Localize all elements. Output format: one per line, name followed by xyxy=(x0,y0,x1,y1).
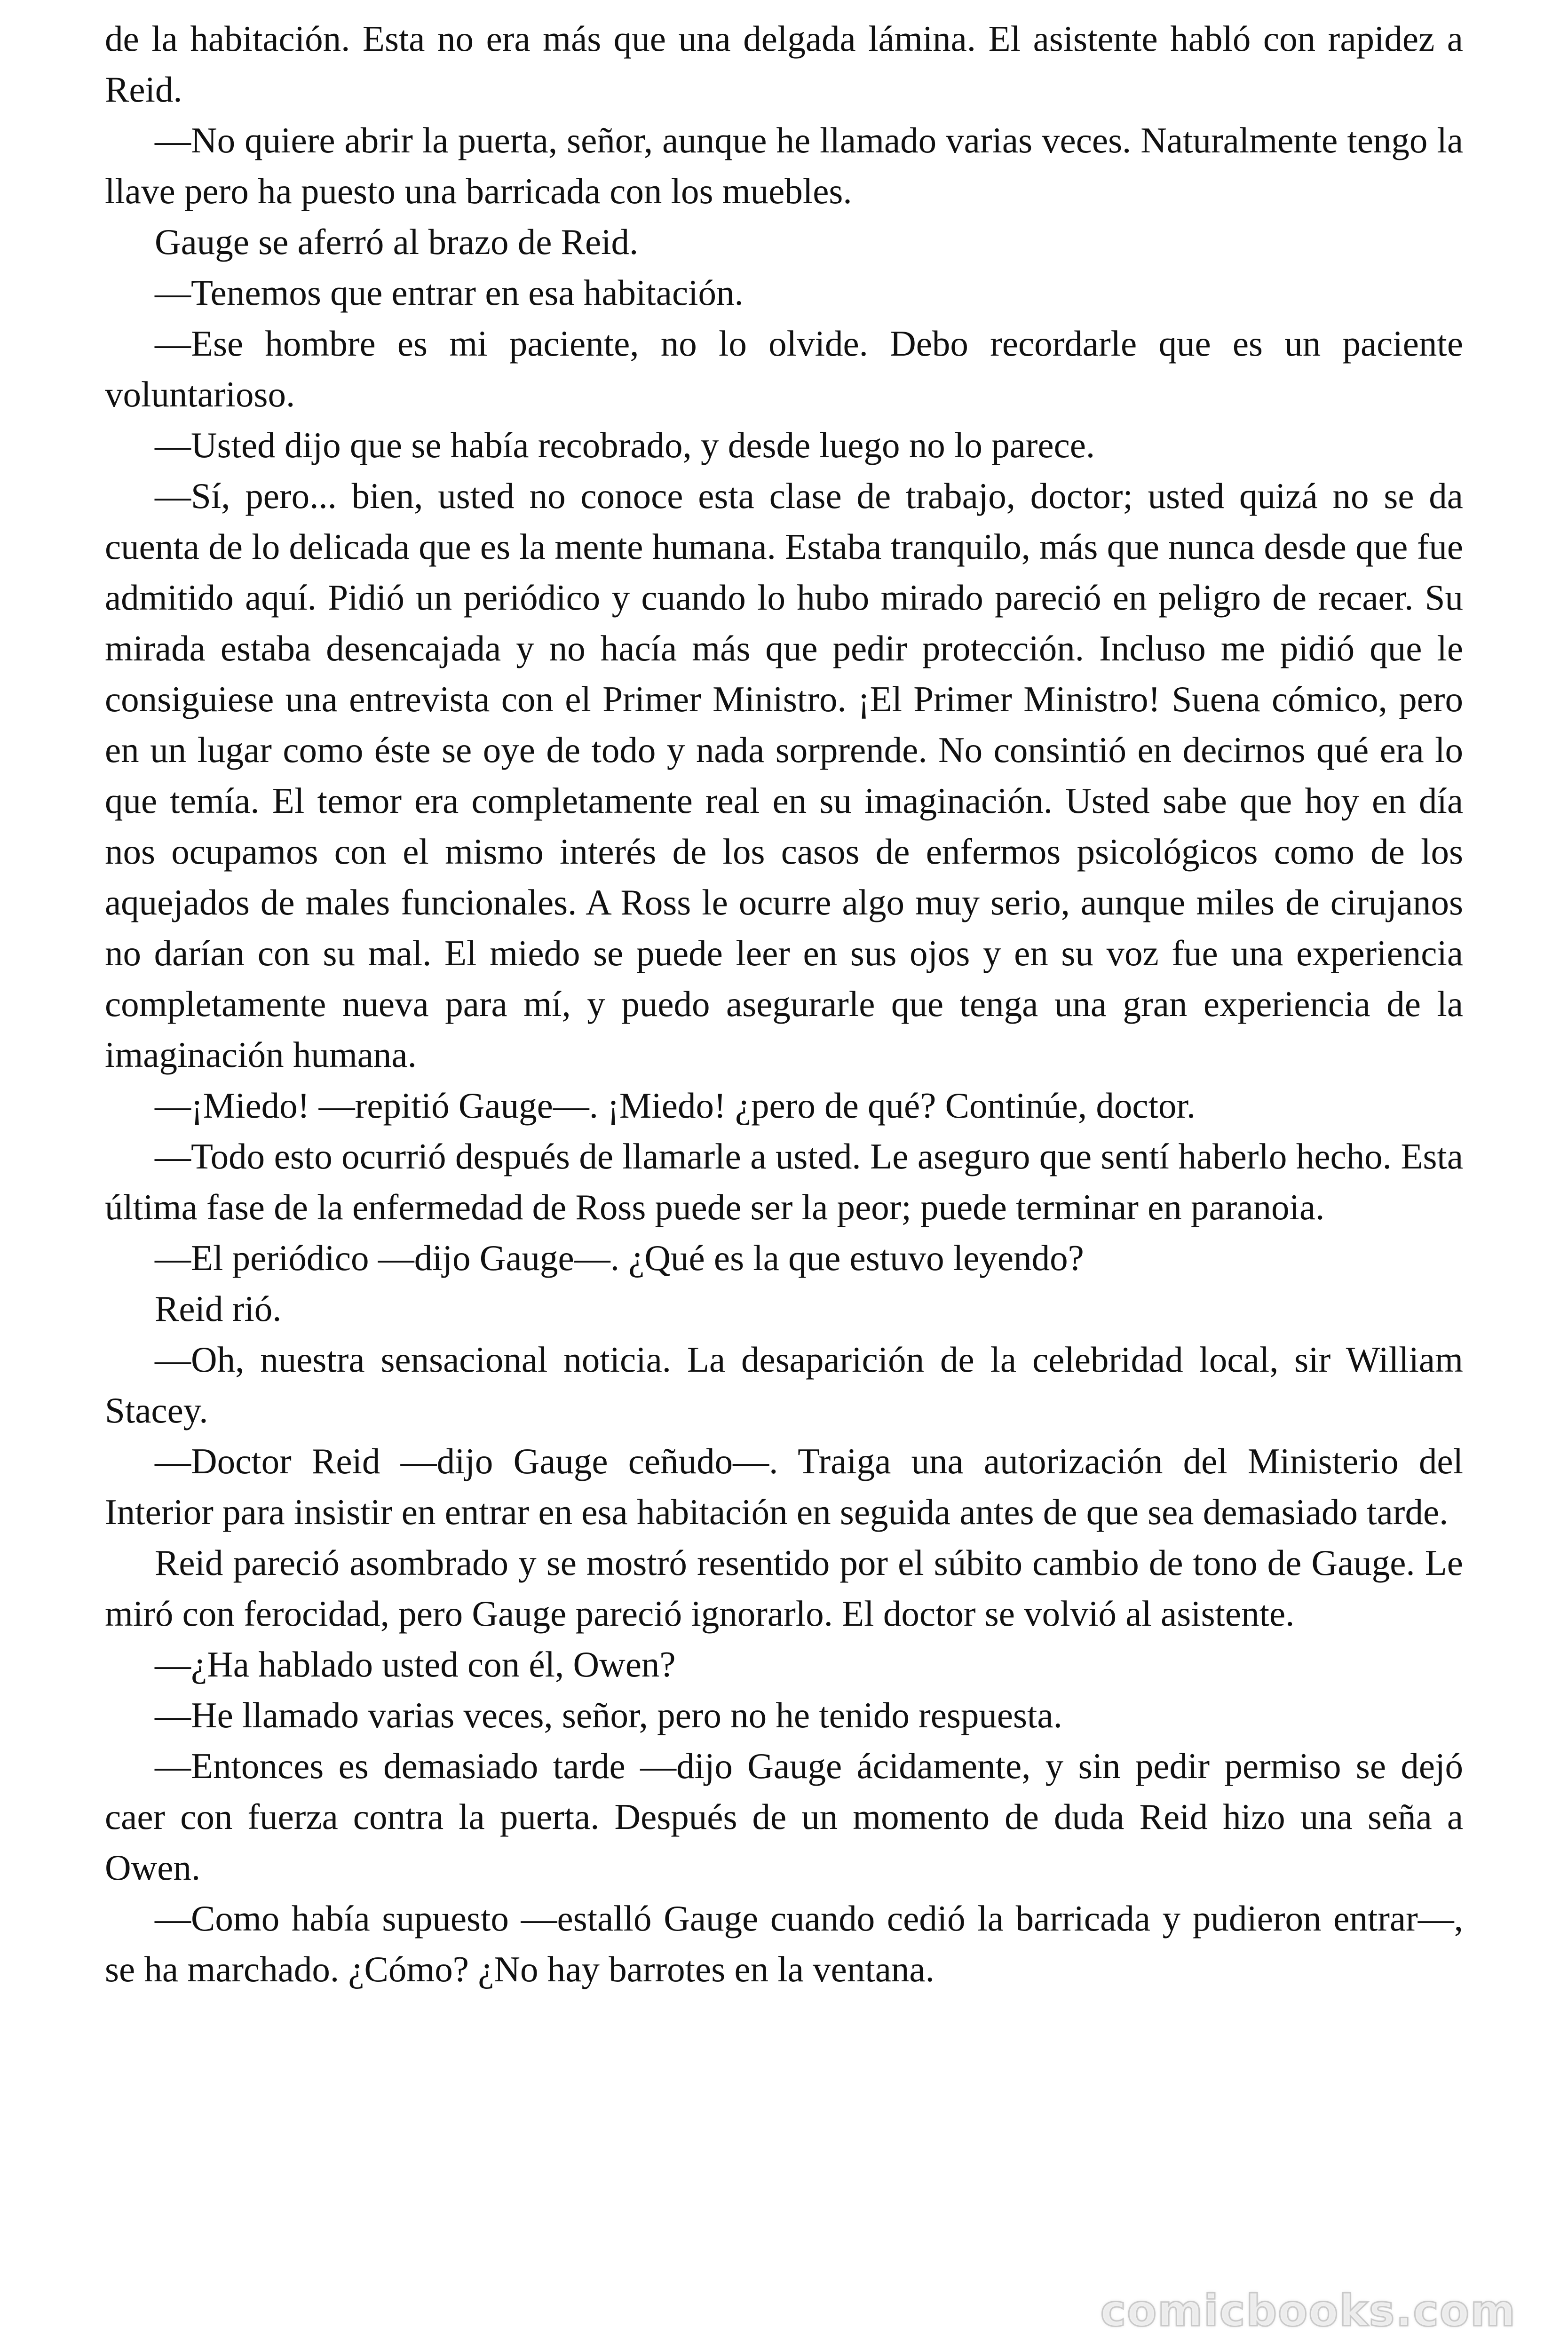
paragraph: de la habitación. Esta no era más que una delgada lámina. El asistente habló con rapidez a Reid. xyxy=(105,18,1463,110)
book-page xyxy=(105,13,1463,2332)
paragraph: —¡Miedo! —repitió Gauge—. ¡Miedo! ¿pero de qué? Continúe, doctor. xyxy=(155,1085,1196,1126)
paragraph: —Doctor Reid —dijo Gauge ceñudo—. Traiga una autorización del Ministerio del Interior para insistir en entrar en esa habitación en seguida antes de que sea demasiado tarde. xyxy=(105,1441,1463,1532)
paragraph: —Como había supuesto —estalló Gauge cuando cedió la barricada y pudieron entrar—, se ha marchado. ¿Cómo? ¿No hay barrotes en la ventana. xyxy=(105,1898,1463,1989)
paragraph: —El periódico —dijo Gauge—. ¿Qué es la que estuvo leyendo? xyxy=(155,1238,1084,1278)
paragraph: —Sí, pero... bien, usted no conoce esta clase de trabajo, doctor; usted quizá no se da cuenta de lo delicada que es la mente humana. Estaba tranquilo, más que nunca desde que fue admitido aquí. Pidió un periódico y cuando lo hubo mirado pareció en peligro de recaer. Su mirada estaba desencajada y no hacía más que pedir protección. Incluso me pidió que le consiguiese una entrevista con el Primer Ministro. ¡El Primer Ministro! Suena cómico, pero en un lugar como éste se oye de todo y nada sorprende. No consintió en decirnos qué era lo que temía. El temor era completamente real en su imaginación. Usted sabe que hoy en día nos ocupamos con el mismo interés de los casos de enfermos psicológicos como de los aquejados de males funcionales. A Ross le ocurre algo muy serio, aunque miles de cirujanos no darían con su mal. El miedo se puede leer en sus ojos y en su voz fue una experiencia completamente nueva para mí, y puedo asegurarle que tenga una gran experiencia de la imaginación humana. xyxy=(105,476,1463,1075)
paragraph: —He llamado varias veces, señor, pero no he tenido respuesta. xyxy=(155,1695,1062,1735)
paragraph: Reid pareció asombrado y se mostró resentido por el súbito cambio de tono de Gauge. Le miró con ferocidad, pero Gauge pareció ignorarlo. El doctor se volvió al asistente. xyxy=(105,1542,1463,1634)
paragraph: —Oh, nuestra sensacional noticia. La desaparición de la celebridad local, sir William Stacey. xyxy=(105,1339,1463,1430)
paragraph: —¿Ha hablado usted con él, Owen? xyxy=(155,1644,676,1685)
paragraph: —Usted dijo que se había recobrado, y desde luego no lo parece. xyxy=(155,425,1095,465)
paragraph: —Ese hombre es mi paciente, no lo olvide. Debo recordarle que es un paciente voluntarioso. xyxy=(105,323,1463,414)
paragraph: —Entonces es demasiado tarde —dijo Gauge ácidamente, y sin pedir permiso se dejó caer con fuerza contra la puerta. Después de un momento de duda Reid hizo una seña a Owen. xyxy=(105,1746,1463,1888)
watermark: comicbooks.com xyxy=(1100,2286,1516,2336)
paragraph: Reid rió. xyxy=(155,1288,282,1329)
paragraph: —Todo esto ocurrió después de llamarle a usted. Le aseguro que sentí haberlo hecho. Esta última fase de la enfermedad de Ross puede ser la peor; puede terminar en paranoia. xyxy=(105,1136,1463,1227)
paragraph: —No quiere abrir la puerta, señor, aunque he llamado varias veces. Naturalmente tengo la llave pero ha puesto una barricada con los muebles. xyxy=(105,120,1463,211)
paragraph: Gauge se aferró al brazo de Reid. xyxy=(155,222,639,262)
paragraph: —Tenemos que entrar en esa habitación. xyxy=(155,272,744,313)
